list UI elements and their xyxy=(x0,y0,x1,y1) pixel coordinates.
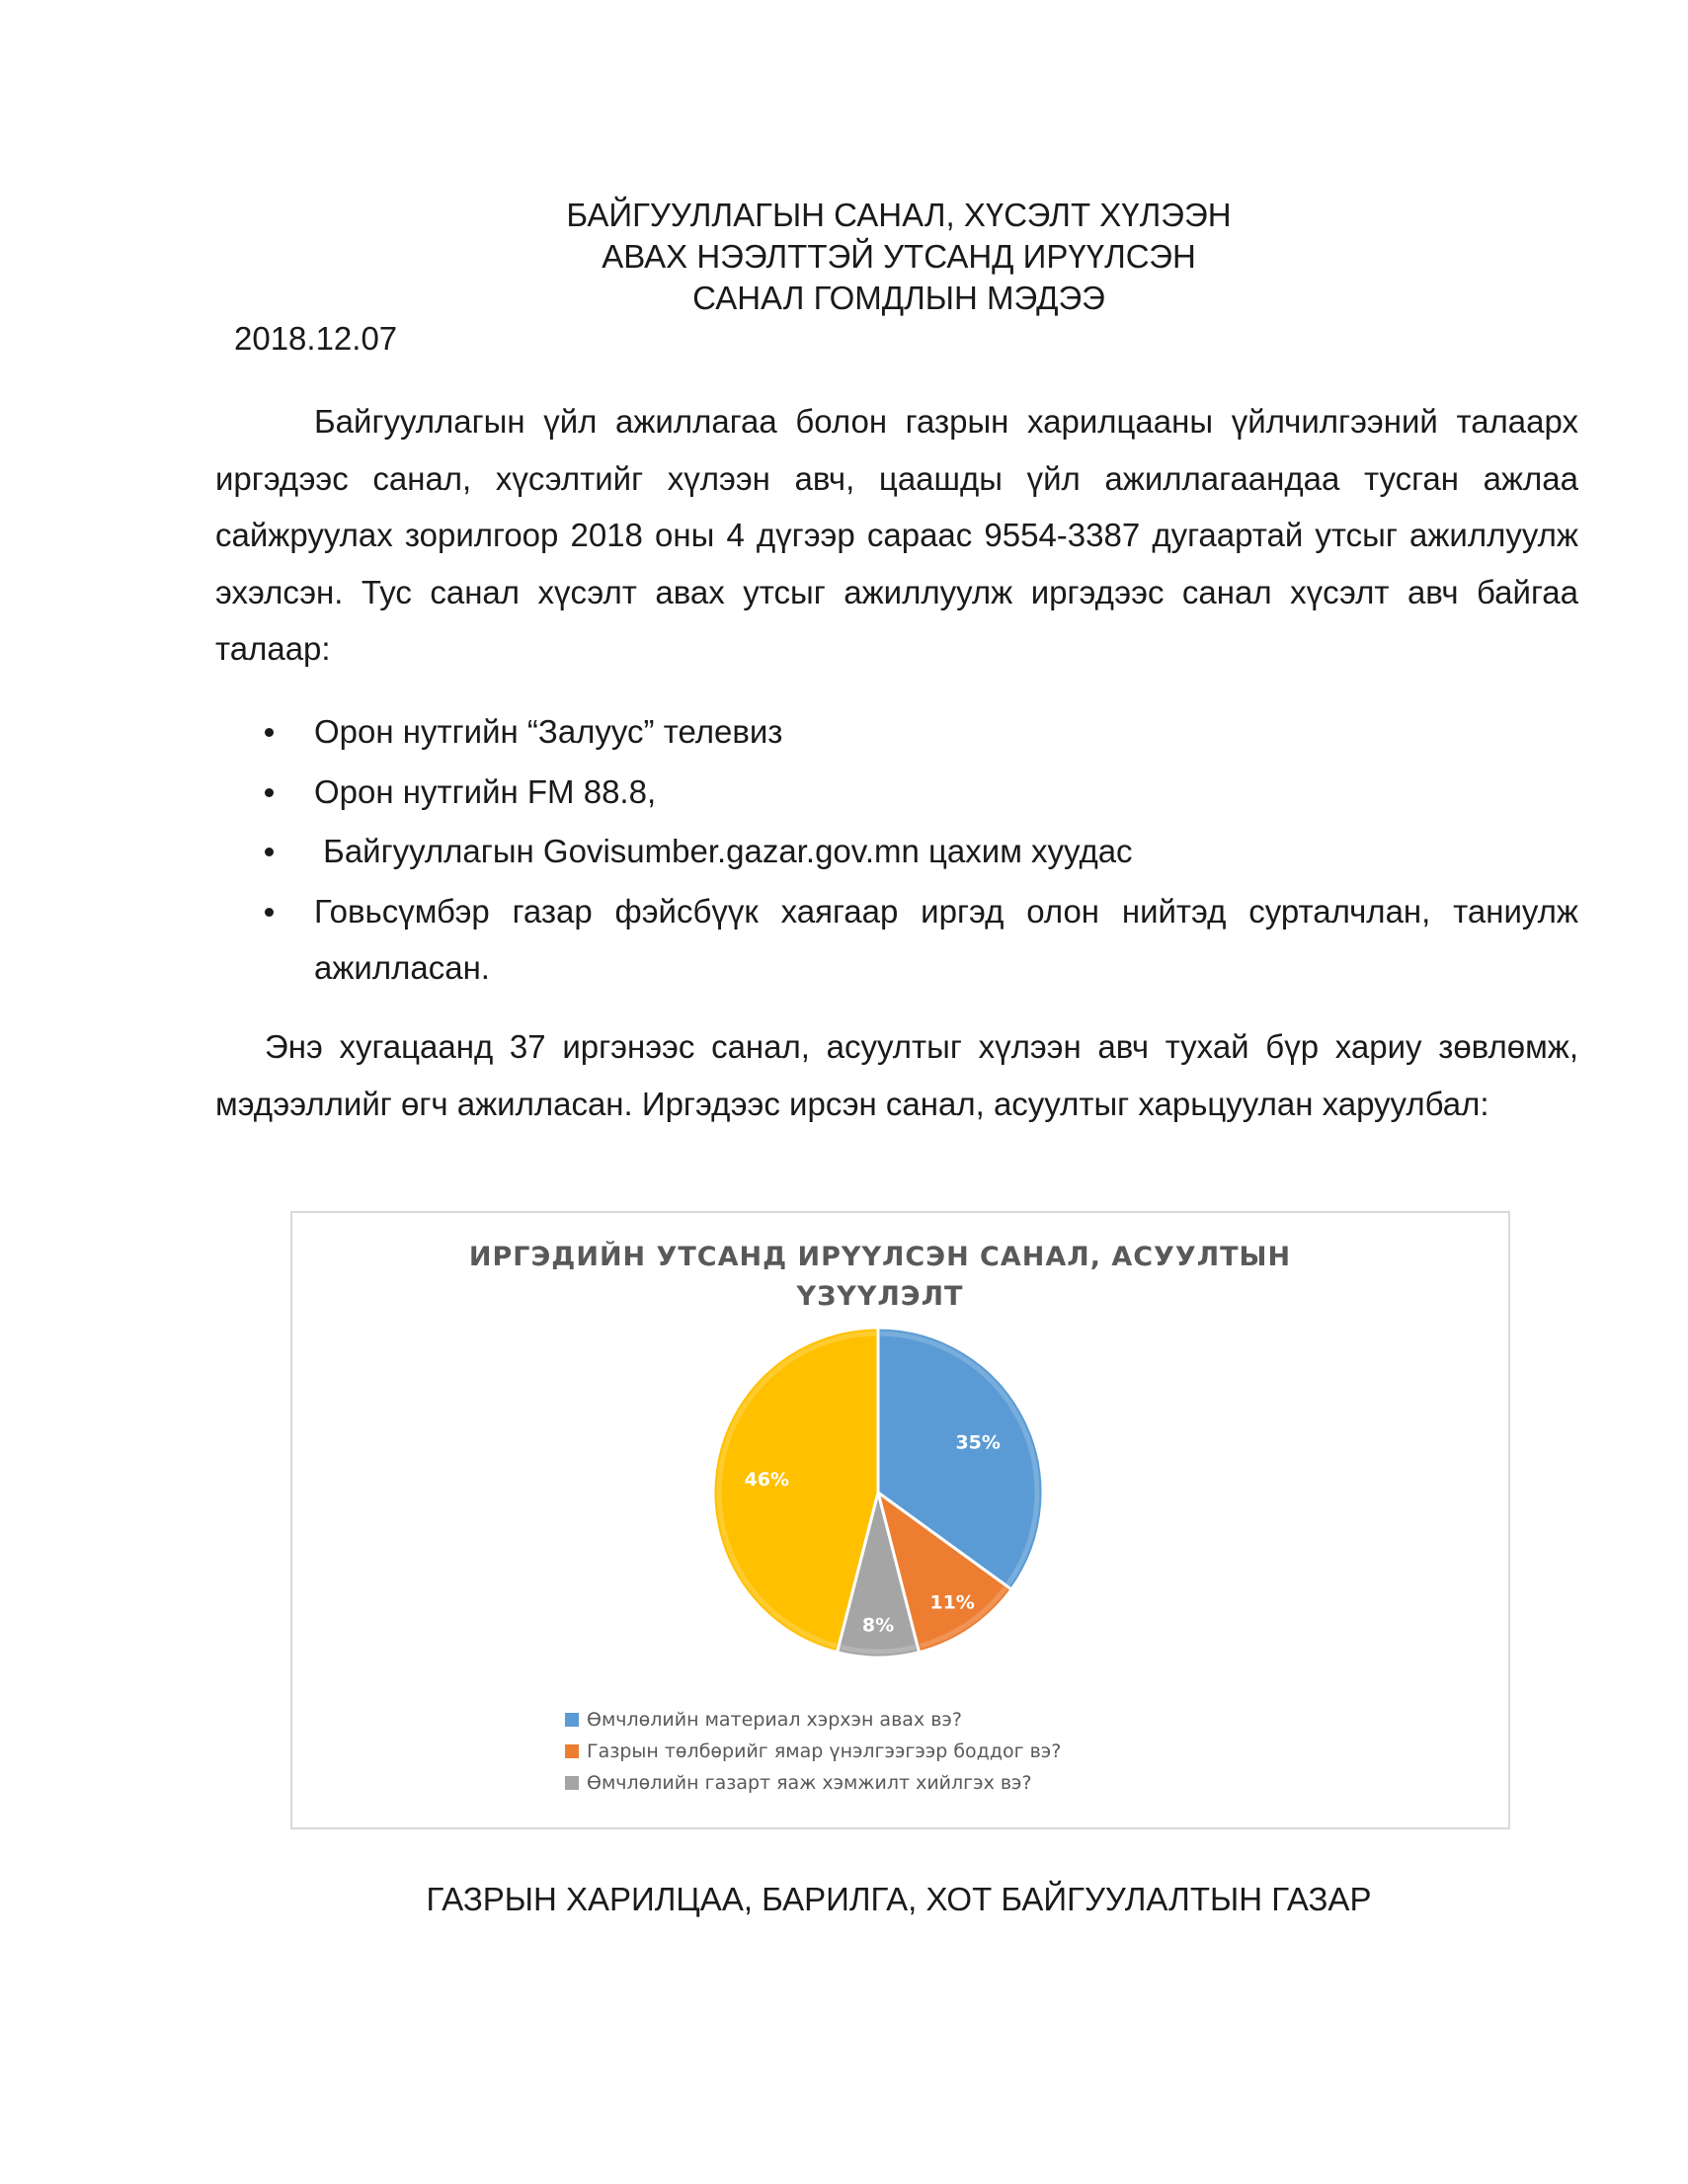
legend-label: Өмчлөлийн газарт яаж хэмжилт хийлгэх вэ? xyxy=(587,1772,1032,1794)
channel-list xyxy=(215,703,1578,1000)
document-date: 2018.12.07 xyxy=(234,320,398,357)
legend-swatch xyxy=(565,1744,579,1758)
list-item-text: Орон нутгийн “Залуус” телевиз xyxy=(314,713,783,750)
chart-title-line-1: ИРГЭДИЙН УТСАНД ИРҮҮЛСЭН САНАЛ, АСУУЛТЫН xyxy=(468,1242,1292,1272)
legend-item xyxy=(565,1736,1061,1767)
bullet-icon xyxy=(265,908,274,917)
list-item-text: Байгууллагын Govisumber.gazar.gov.mn цахим хуудас xyxy=(314,833,1133,869)
legend-item xyxy=(565,1704,1061,1736)
title-line-1: БАЙГУУЛЛАГЫН САНАЛ, ХҮСЭЛТ ХҮЛЭЭН xyxy=(566,197,1232,233)
footer-organization: ГАЗРЫН ХАРИЛЦАА, БАРИЛГА, ХОТ БАЙГУУЛАЛТЫН ГАЗАР xyxy=(426,1881,1372,1917)
pie-data-label-2: 8% xyxy=(861,1614,895,1637)
legend-swatch xyxy=(565,1776,579,1790)
summary-paragraph: Энэ хугацаанд 37 иргэнээс санал, асуултыг хүлээн авч тухай бүр хариу зөвлөмж, мэдээллийг өгч ажилласан. Иргэдээс ирсэн санал, асуултыг харьцуулан харуулбал: xyxy=(215,1028,1578,1122)
legend-label: Өмчлөлийн материал хэрхэн авах вэ? xyxy=(587,1709,962,1731)
list-item xyxy=(215,823,1578,880)
list-item xyxy=(215,764,1578,821)
legend-swatch xyxy=(565,1713,579,1727)
chart-legend xyxy=(565,1704,1061,1799)
pie-data-label-0: 35% xyxy=(955,1431,1001,1454)
bullet-icon xyxy=(265,848,274,856)
pie-data-label-1: 11% xyxy=(929,1591,975,1614)
title-line-3: САНАЛ ГОМДЛЫН МЭДЭЭ xyxy=(692,280,1105,316)
chart-title-line-2: ҮЗҮҮЛЭЛТ xyxy=(796,1281,964,1312)
pie-chart xyxy=(290,1211,1510,1829)
intro-paragraph: Байгууллагын үйл ажиллагаа болон газрын харилцааны үйлчилгээний талаарх иргэдээс санал, хүсэлтийг хүлээн авч, цаашды үйл ажиллагаандаа тусган ажлаа сайжруулах зорилгоор 2018 оны 4 дүгээр сараас 9554-3387 дугаартай утсыг ажиллуулж эхэлсэн. Тус санал хүсэлт авах утсыг ажиллуулж иргэдээс санал хүсэлт авч байгаа талаар: xyxy=(215,403,1578,667)
title-line-2: АВАХ НЭЭЛТТЭЙ УТСАНД ИРҮҮЛСЭН xyxy=(602,238,1196,275)
bullet-icon xyxy=(265,728,274,737)
list-item xyxy=(215,883,1578,997)
legend-label: Газрын төлбөрийг ямар үнэлгээгээр боддог вэ? xyxy=(587,1740,1062,1762)
bullet-icon xyxy=(265,788,274,797)
pie-data-label-3: 46% xyxy=(744,1468,790,1491)
document-title xyxy=(0,195,1688,319)
list-item-text: Говьсүмбэр газар фэйсбүүк хаягаар иргэд олон нийтэд сурталчлан, таниулж ажилласан. xyxy=(314,892,1578,986)
list-item-text: Орон нутгийн FM 88.8, xyxy=(314,772,657,810)
list-item xyxy=(215,703,1578,761)
legend-item xyxy=(565,1767,1061,1799)
